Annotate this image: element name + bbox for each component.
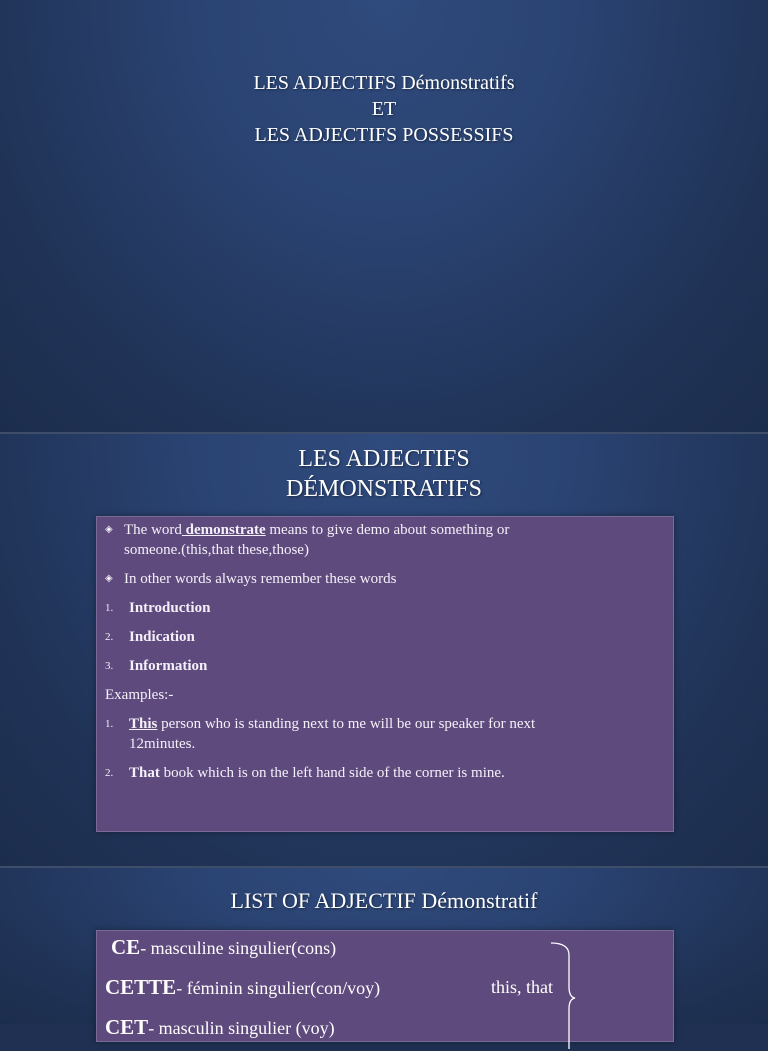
desc: - masculine singulier(cons) — [140, 938, 337, 958]
list-number: 1. — [105, 718, 114, 730]
list-number: 2. — [105, 767, 114, 779]
bullet-remember: In other words always remember these words — [124, 571, 397, 587]
title-line-2: DÉMONSTRATIFS — [285, 476, 483, 502]
title-line-3: LES ADJECTIFS POSSESSIFS — [254, 124, 514, 146]
bullet-definition-line2: someone.(this,that these,those) — [124, 542, 309, 558]
diamond-bullet-icon: ◈ — [105, 573, 113, 584]
slide-title — [0, 444, 768, 504]
text: means to give demo about something or — [265, 522, 510, 538]
translation-this-that: this, that — [491, 977, 553, 997]
list-number: 1. — [105, 602, 114, 614]
title-slide — [0, 0, 768, 432]
list-row-cette — [105, 975, 380, 1000]
diamond-bullet-icon: ◈ — [105, 524, 113, 535]
bullet-definition — [124, 520, 509, 540]
example-that — [129, 763, 505, 783]
text: book which is on the left hand side of the corner is mine. — [159, 765, 505, 781]
text: The word — [124, 522, 182, 538]
list-number: 3. — [105, 660, 114, 672]
word-cette: CETTE — [105, 975, 177, 999]
slide-title: LIST OF ADJECTIF Démonstratif — [230, 888, 538, 913]
content-box — [96, 516, 674, 832]
list-item-indication: Indication — [129, 629, 195, 645]
example-this-line2: 12minutes. — [129, 736, 196, 752]
title-line-1: LES ADJECTIFS Démonstratifs — [253, 72, 515, 94]
title-line-2: ET — [371, 98, 397, 120]
slide-title — [0, 70, 768, 148]
list-item-introduction: Introduction — [129, 600, 211, 616]
list-item-information: Information — [129, 658, 208, 674]
examples-label: Examples:- — [105, 687, 174, 703]
title-line-1: LES ADJECTIFS — [298, 446, 470, 472]
desc: - masculin singulier (voy) — [148, 1018, 335, 1038]
list-number: 2. — [105, 631, 114, 643]
keyword-this: This — [129, 716, 158, 732]
keyword-that: That — [129, 765, 160, 781]
word-ce: CE — [111, 935, 141, 959]
text: person who is standing next to me will be our speaker for next — [157, 716, 536, 732]
keyword-demonstrate: demonstrate — [181, 522, 266, 538]
list-row-ce — [111, 935, 336, 960]
content-box — [96, 930, 674, 1042]
list-row-cet — [105, 1015, 335, 1040]
desc: - féminin singulier(con/voy) — [176, 978, 381, 998]
example-this — [129, 714, 535, 734]
list-slide — [0, 868, 768, 1039]
word-cet: CET — [105, 1015, 149, 1039]
demonstratifs-slide — [0, 434, 768, 866]
